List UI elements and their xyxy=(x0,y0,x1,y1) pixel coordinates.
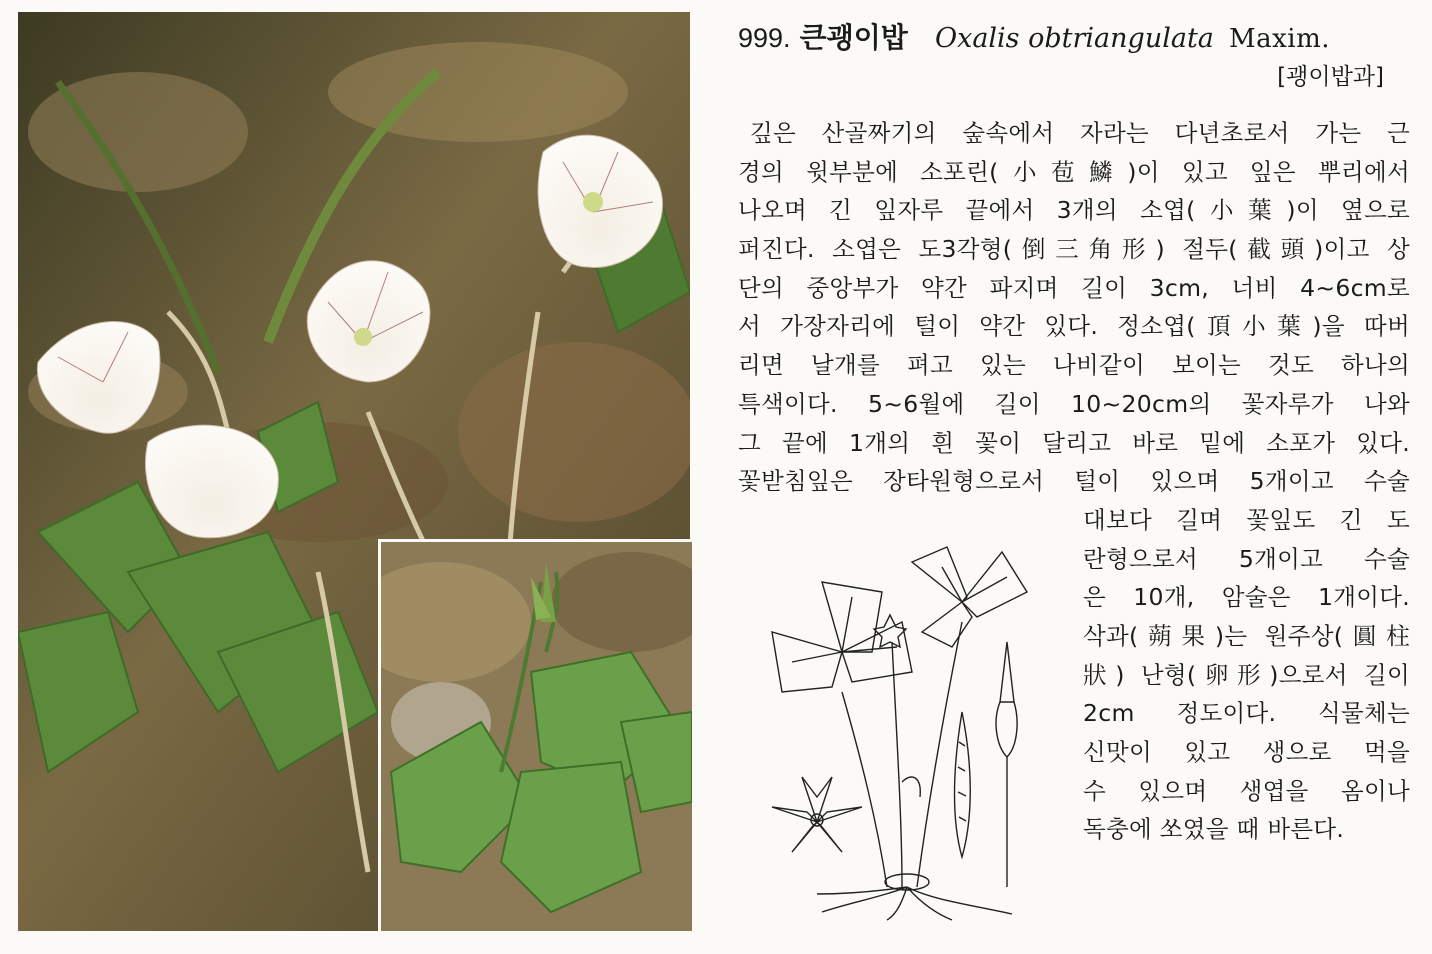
description-line: 독충에 쏘였을 때 바른다. xyxy=(1083,815,1345,844)
scientific-name: Oxalis obtriangulata xyxy=(934,23,1214,54)
korean-name: 큰괭이밥 xyxy=(799,21,908,54)
author-name: Maxim. xyxy=(1229,24,1331,54)
description-line: 은 10개, 암술은 1개이다. xyxy=(1083,583,1410,612)
description-line: 퍼진다. 소엽은 도3각형(倒三角形) 절두(截頭)이고 상 xyxy=(738,235,1410,264)
description-line: 그 끝에 1개의 흰 꽃이 달리고 바로 밑에 소포가 있다. xyxy=(738,428,1410,457)
description-line: 삭과(蒴果)는 원주상(圓柱 xyxy=(1083,621,1410,650)
description-line: 특색이다. 5~6월에 길이 10~20cm의 꽃자루가 나와 xyxy=(738,389,1410,418)
description-line: 수 있으며 생엽을 옴이나 xyxy=(1083,776,1410,805)
description-line: 꽃받침잎은 장타원형으로서 털이 있으며 5개이고 수술 xyxy=(738,467,1410,496)
inset-photo xyxy=(378,539,692,931)
description-line: 나오며 긴 잎자루 끝에서 3개의 소엽(小葉)이 옆으로 xyxy=(738,196,1410,225)
description-line: 대보다 길며 꽃잎도 긴 도 xyxy=(1083,505,1410,534)
description-line: 단의 중앙부가 약간 파지며 길이 3cm, 너비 4~6cm로 xyxy=(738,273,1410,302)
description-line: 경의 윗부분에 소포린(小苞鱗)이 있고 잎은 뿌리에서 xyxy=(738,157,1410,186)
description-line: 2cm 정도이다. 식물체는 xyxy=(1083,699,1410,728)
family-name: [괭이밥과] xyxy=(1277,64,1384,90)
botanical-illustration xyxy=(762,522,1092,922)
description-line: 狀) 난형(卵形)으로서 길이 xyxy=(1083,660,1410,689)
description-line: 란형으로서 5개이고 수술 xyxy=(1083,544,1410,573)
description-line: 서 가장자리에 털이 약간 있다. 정소엽(頂小葉)을 따버 xyxy=(738,312,1410,341)
entry-heading xyxy=(738,16,1418,60)
entry-number: 999. xyxy=(738,23,791,53)
description-line: 깊은 산골짜기의 숲속에서 자라는 다년초로서 가는 근 xyxy=(750,119,1410,147)
description-line: 신맛이 있고 생으로 먹을 xyxy=(1083,738,1410,766)
description-line: 리면 날개를 펴고 있는 나비같이 보이는 것도 하나의 xyxy=(738,351,1410,380)
